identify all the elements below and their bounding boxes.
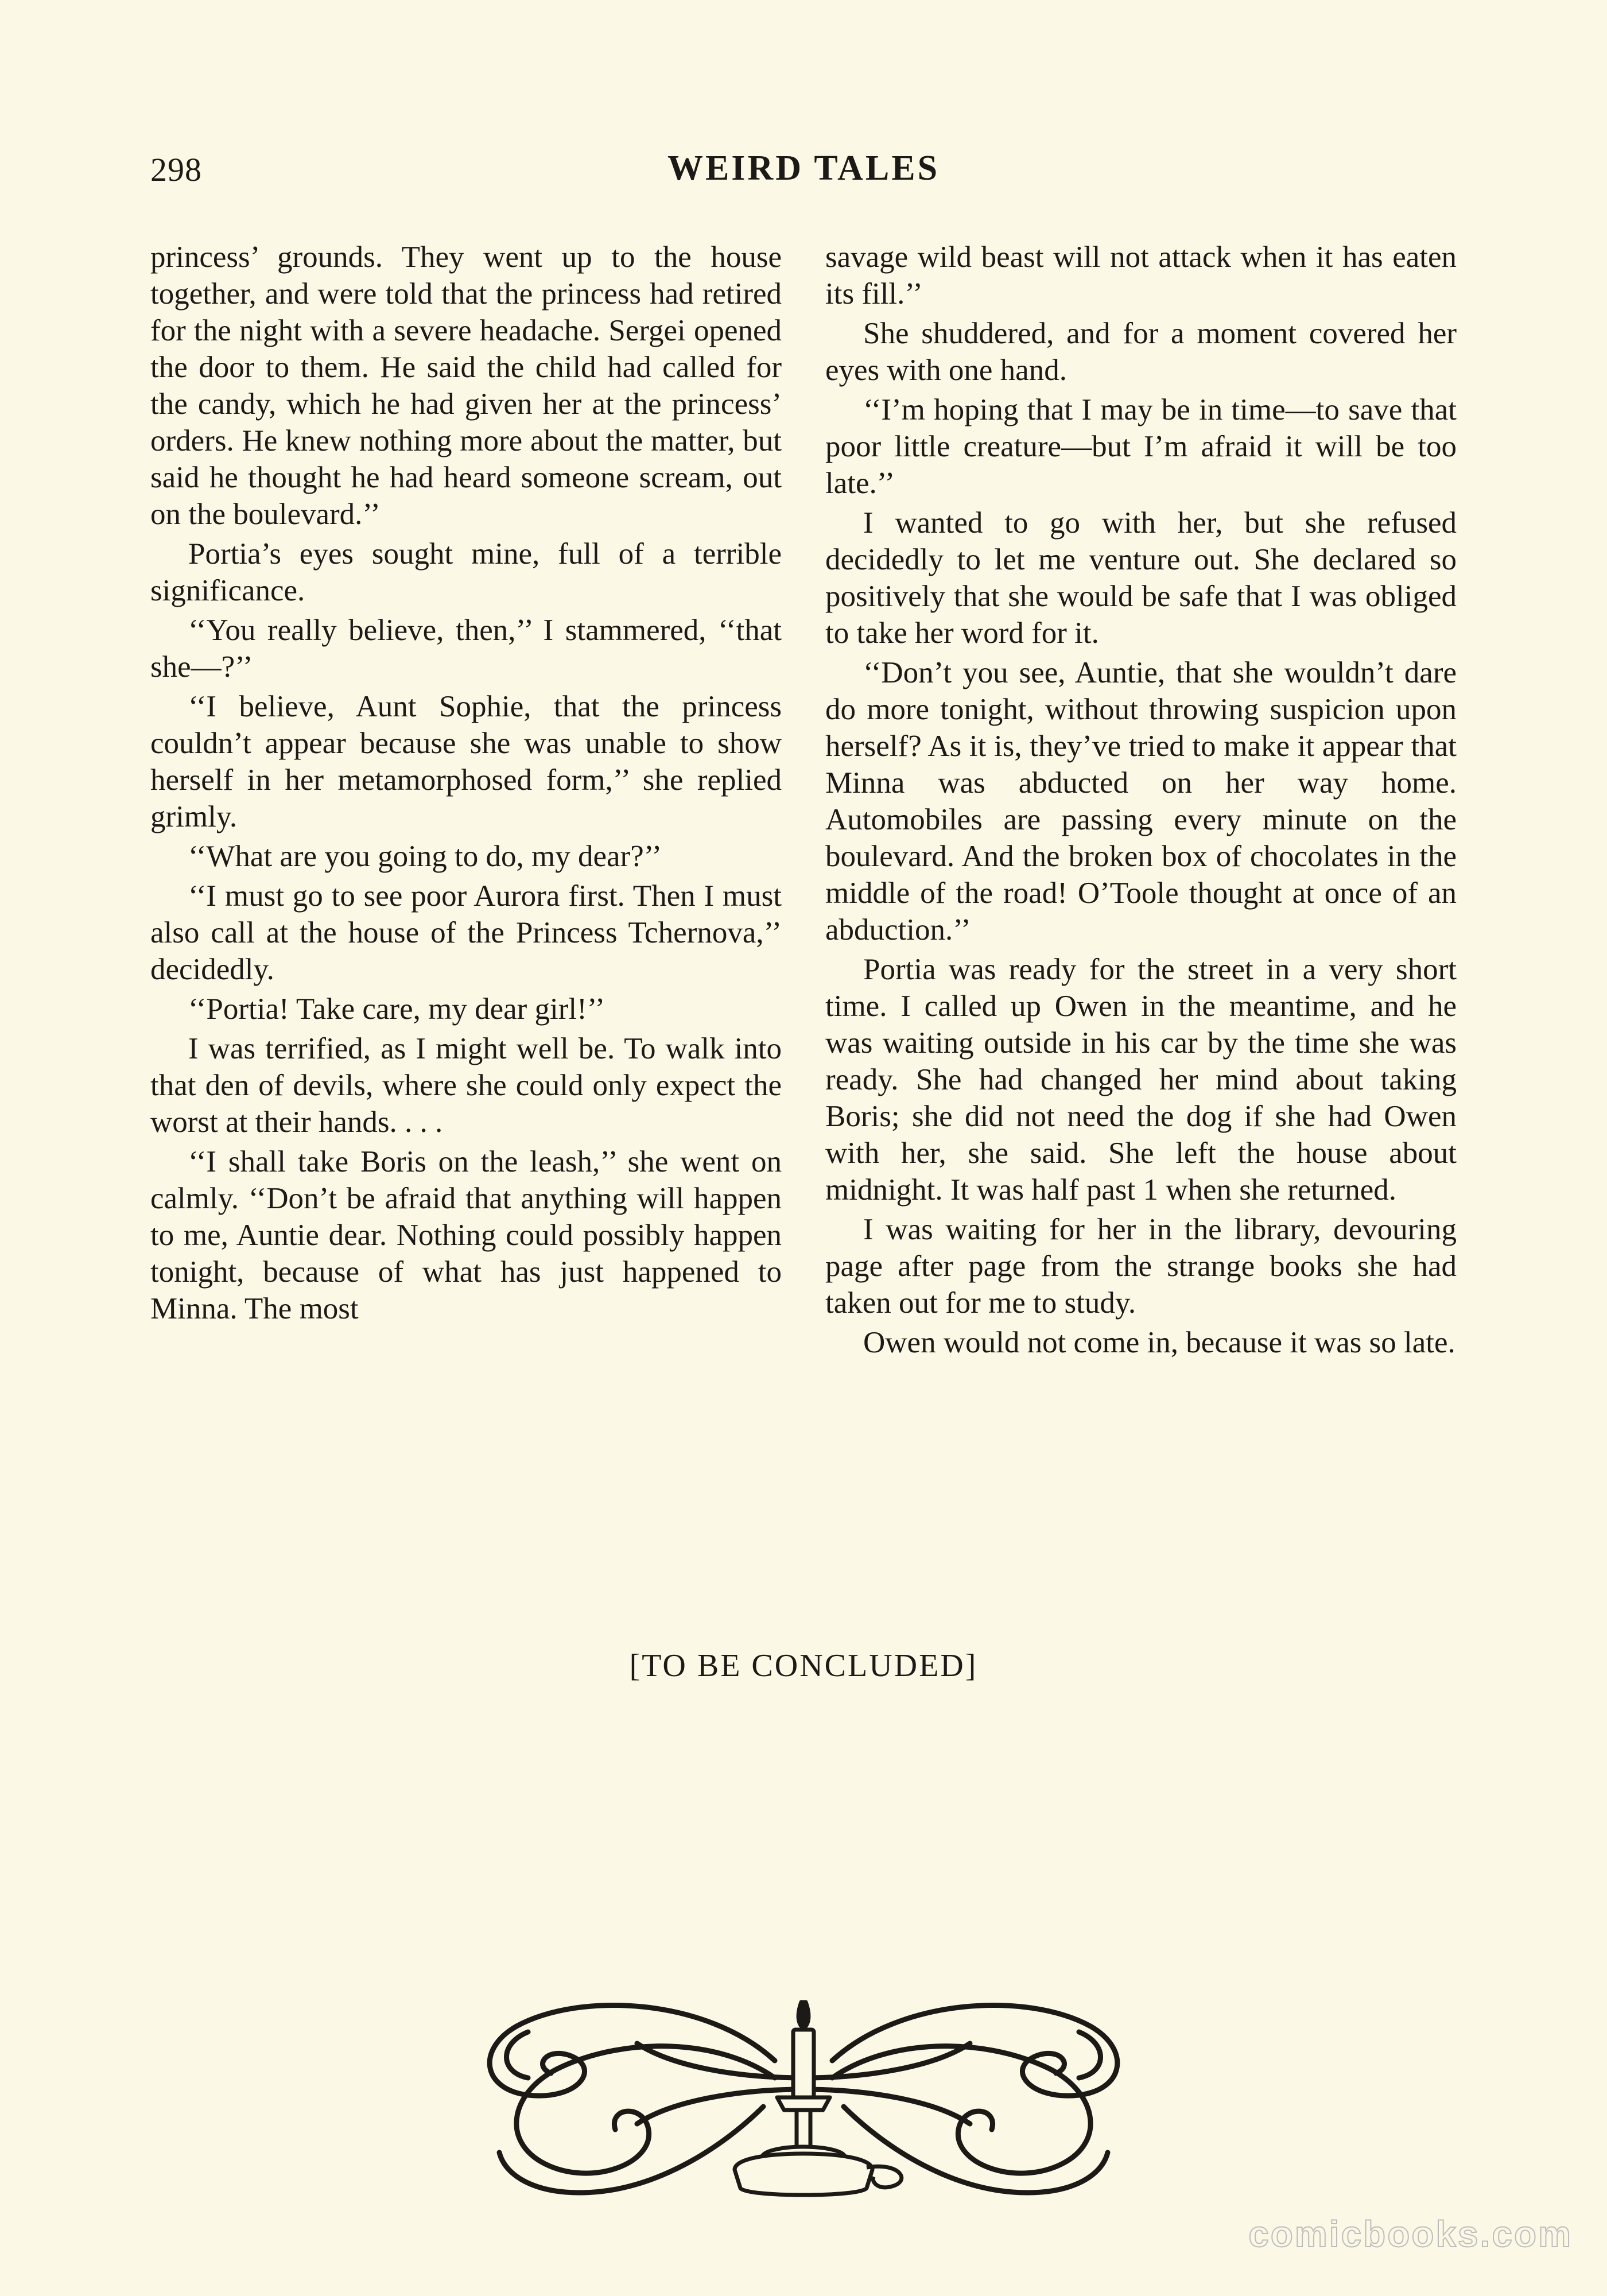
paragraph: ‘‘I’m hoping that I may be in time—to save that poor little creature—but I’m afraid it will be too late.’’ — [825, 393, 1457, 500]
paragraph: She shuddered, and for a moment covered her eyes with one hand. — [825, 317, 1457, 387]
paragraph: princess’ grounds. They went up to the house together, and were told that the princess had retired for the night with a severe headache. Sergei opened the door to them. He said the child had called for the candy, which he had given her at the princess’ orders. He knew nothing more about the matter, but said he thought he had heard someone scream, out on the boulevard.’’ — [150, 241, 782, 531]
to-be-concluded-note: [TO BE CONCLUDED] — [629, 1648, 978, 1684]
paragraph: ‘‘You really believe, then,’’ I stammered, ‘‘that she—?’’ — [150, 614, 782, 684]
paragraph: ‘‘I shall take Boris on the leash,’’ she went on calmly. ‘‘Don’t be afraid that anything will happen to me, Auntie dear. Nothing could possibly happen tonight, because of what has just happened to Minna. The most — [150, 1145, 782, 1325]
running-head: WEIRD TALES — [667, 149, 940, 188]
candlestick-scroll-ornament-icon — [465, 1975, 1142, 2227]
page-number: 298 — [150, 151, 202, 188]
left-column — [150, 239, 782, 1330]
paragraph: I wanted to go with her, but she refused decidedly to let me venture out. She declared so positively that she would be safe that I was obliged to take her word for it. — [825, 506, 1457, 650]
paragraph: Portia was ready for the street in a very short time. I called up Owen in the meantime, and he was waiting outside in his car by the time she was ready. She had changed her mind about taking Boris; she did not need the dog if she had Owen with her, she said. She left the house about midnight. It was half past 1 when she returned. — [825, 953, 1457, 1207]
paragraph: ‘‘I believe, Aunt Sophie, that the princess couldn’t appear because she was unable to show herself in her metamorphosed form,’’ she replied grimly. — [150, 690, 782, 833]
paragraph: ‘‘I must go to see poor Aurora first. Then I must also call at the house of the Princess Tchernova,’’ decidedly. — [150, 879, 782, 986]
paragraph: savage wild beast will not attack when it has eaten its fill.’’ — [825, 241, 1457, 311]
paragraph: ‘‘What are you going to do, my dear?’’ — [188, 840, 662, 873]
paragraph: ‘‘Portia! Take care, my dear girl!’’ — [188, 992, 605, 1026]
paragraph: I was waiting for her in the library, devouring page after page from the strange books she had taken out for me to study. — [825, 1213, 1457, 1320]
paragraph: ‘‘Don’t you see, Auntie, that she wouldn’t dare do more tonight, without throwing suspicion upon herself? As it is, they’ve tried to make it appear that Minna was abducted on her way home. Automobiles are passing every minute on the boulevard. And the broken box of chocolates in the middle of the road! O’Toole thought at once of an abduction.’’ — [825, 656, 1457, 947]
paragraph: I was terrified, as I might well be. To walk into that den of devils, where she could only expect the worst at their hands. . . . — [150, 1032, 782, 1139]
paragraph: Portia’s eyes sought mine, full of a terrible significance. — [150, 537, 782, 607]
watermark: comicbooks.com — [1248, 2213, 1573, 2255]
paragraph: Owen would not come in, because it was so late. — [863, 1326, 1455, 1359]
right-column — [825, 239, 1457, 1364]
